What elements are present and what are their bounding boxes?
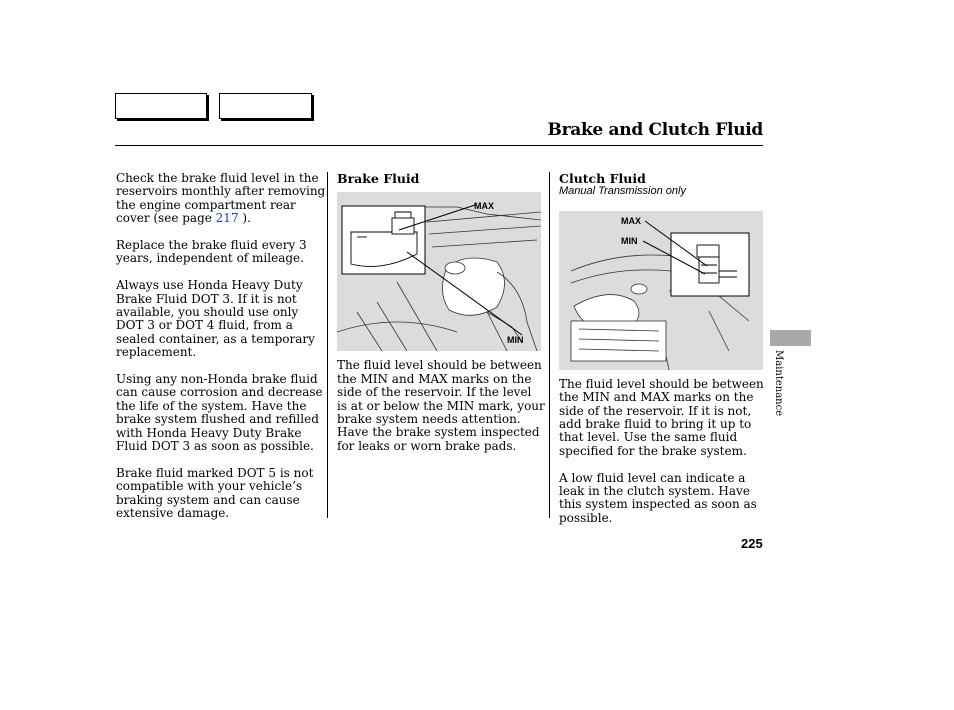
max-label: MAX [474, 201, 494, 212]
max-label: MAX [621, 215, 641, 226]
clutch-fluid-heading: Clutch Fluid [559, 171, 646, 186]
brake-fluid-column [337, 172, 545, 467]
min-label: MIN [507, 335, 524, 346]
paragraph-dot3: Always use Honda Heavy Duty Brake Fluid DOT 3. If it is not available, you should use only DOT 3 or DOT 4 fluid, from a sealed container, as a temporary replacement. [116, 278, 315, 360]
brake-reservoir-illustration [337, 192, 541, 351]
clutch-fluid-subheading: Manual Transmission only [559, 185, 686, 198]
nav-button-previous[interactable] [115, 93, 207, 119]
brake-fluid-text: The fluid level should be between the MIN and MAX marks on the side of the reservoir. If the level is at or below the MIN mark, your brake system needs attention. Have the brake system inspected for leaks or worn brake pads. [337, 358, 545, 453]
paragraph-dot5: Brake fluid marked DOT 5 is not compatible with your vehicle’s braking system and can cause extensive damage. [116, 465, 314, 521]
page-title: Brake and Clutch Fluid [547, 120, 763, 140]
clutch-fluid-column [559, 172, 765, 539]
paragraph-non-honda: Using any non-Honda brake fluid can cause corrosion and decrease the life of the system. Have the brake system flushed and refilled with Honda Heavy Duty Brake Fluid DOT 3 as soon as possible. [116, 372, 323, 454]
column-divider [327, 172, 328, 518]
section-tab-marker [770, 330, 811, 346]
clutch-reservoir-illustration [559, 211, 763, 370]
brake-reservoir-drawing [337, 192, 541, 351]
page-link[interactable]: 217 [215, 211, 239, 226]
column-divider [549, 172, 550, 518]
section-side-label: Maintenance [773, 350, 784, 417]
clutch-fluid-text-2: A low fluid level can indicate a leak in the clutch system. Have this system inspected as soon as possible. [559, 470, 757, 525]
paragraph-check-level: Check the brake fluid level in the reservoirs monthly after removing the engine compartment rear cover (see page 217 ). [116, 171, 326, 226]
clutch-fluid-text-1: The fluid level should be between the MIN and MAX marks on the side of the reservoir. If it is not, add brake fluid to bring it up to that level. Use the same fluid specified for the brake system. [559, 376, 764, 458]
title-rule [115, 145, 763, 146]
page-number: 225 [741, 536, 763, 551]
paragraph-replace: Replace the brake fluid every 3 years, independent of mileage. [116, 238, 307, 266]
min-label: MIN [621, 235, 638, 246]
nav-button-next[interactable] [219, 93, 312, 119]
brake-fluid-heading: Brake Fluid [337, 171, 420, 186]
clutch-reservoir-drawing [559, 211, 763, 370]
left-column [116, 172, 326, 534]
